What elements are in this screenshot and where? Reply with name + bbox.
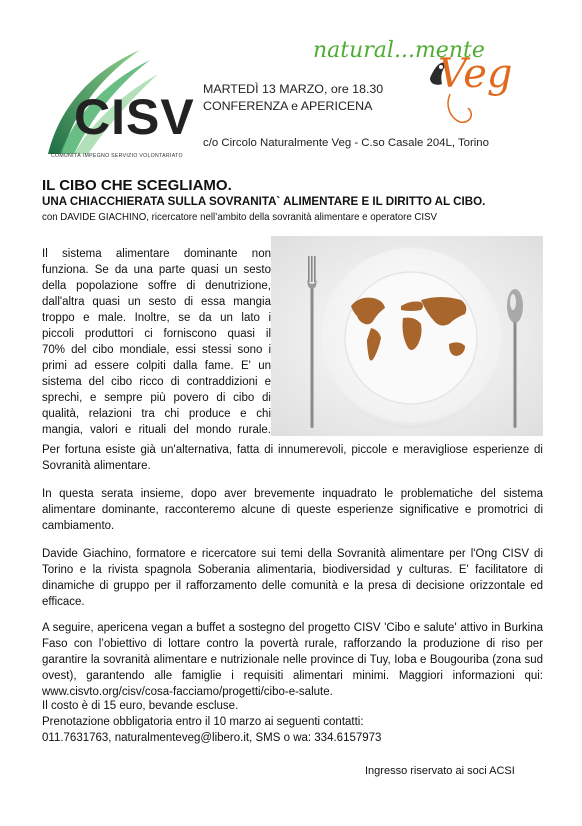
contacts-line: 011.7631763, naturalmenteveg@libero.it, SMS o wa: 334.6157973 <box>42 732 382 744</box>
intro-line: sprechi, e sempre più povero di cibo di <box>42 392 271 404</box>
paragraph-apericena: A seguire, apericena vegan a buffet a sostegno del progetto CISV 'Cibo e salute' attivo in Burkina Faso con l’obiettivo di lottare contro la povertà rurale, rafforzando la produzione di riso per garantire la sovranità alimentare e nutrizionale nelle province di Tuy, Ioba e Bougouriba (zona sud ovest), garantendo alle famiglie i requisiti alimentari minimi. Maggiori informazioni qui: www.cisvto.org/cisv/cosa-facciamo/progetti/cibo-e-salute. <box>42 622 543 698</box>
cisv-tagline: COMUNITÀ IMPEGNO SERVIZIO VOLONTARIATO <box>51 153 183 159</box>
intro-line: della popolazione soffre di denutrizione, <box>42 280 271 292</box>
intro-line: dall'altra quasi un sesto di essa mangia <box>42 296 271 308</box>
intro-paragraph-tail: Per fortuna esiste già un'alternativa, fatta di innumerevoli, piccole e meravigliose esperienze di Sovranità alimentare. <box>42 444 543 472</box>
paragraph-evening: In questa serata insieme, dopo aver brevemente inquadrato le problematiche del sistema alimentare dominante, racconteremo alcune di queste esperienze significative e promotrici di cambiamento. <box>42 488 543 532</box>
main-title: IL CIBO CHE SCEGLIAMO. <box>42 177 232 194</box>
booking-line: Prenotazione obbligatoria entro il 10 marzo ai seguenti contatti: <box>42 716 364 728</box>
speaker-line: con DAVIDE GIACHINO, ricercatore nell’ambito della sovranità alimentare e operatore CISV <box>42 212 438 223</box>
subtitle: UNA CHIACCHIERATA SULLA SOVRANITA` ALIMENTARE E IL DIRITTO AL CIBO. <box>42 195 486 208</box>
intro-line: piccoli produttori ci forniscono quasi il <box>42 328 271 340</box>
veg-logo-big-text: Veg <box>438 51 513 97</box>
access-note: Ingresso riservato ai soci ACSI <box>365 765 515 777</box>
intro-line: primi ad essere colpiti dalla fame. E' un <box>42 360 271 372</box>
intro-line: troppo e male. Inoltre, se da un lato i <box>42 312 271 324</box>
intro-line: Il sistema alimentare dominante non <box>42 248 271 260</box>
plate-world-map-image <box>271 236 543 436</box>
paragraph-speaker-bio: Davide Giachino, formatore e ricercatore sui temi della Sovranità alimentare per l'Ong CISV di Torino e la rivista spagnola Soberania alimentaria, biodiversidad y culturas. E' facilitatore di dinamiche di gruppo per il rafforzamento delle comunità e la presa di decisione orizzontale ed efficace. <box>42 548 543 608</box>
intro-line: mangia, valori e rituali del mondo rurale. <box>42 424 271 436</box>
event-type: CONFERENZA e APERICENA <box>203 99 373 113</box>
intro-paragraph <box>42 246 271 438</box>
event-date: MARTEDÌ 13 MARZO, ore 18.30 <box>203 82 384 96</box>
intro-line: qualità, relazioni tra chi produce e chi <box>42 408 271 420</box>
intro-line: funziona. Se da una parte quasi un sesto <box>42 264 271 276</box>
cost-line: Il costo è di 15 euro, bevande escluse. <box>42 700 239 712</box>
veg-logo-top-text: natural...mente <box>313 38 485 63</box>
event-venue: c/o Circolo Naturalmente Veg - C.so Casale 204L, Torino <box>203 137 489 149</box>
intro-line: 70% del cibo mondiale, essi stessi sono i <box>42 344 271 356</box>
intro-line: sistema del cibo ricco di contraddizioni e <box>42 376 271 388</box>
cisv-wordmark: CISV <box>74 89 195 145</box>
